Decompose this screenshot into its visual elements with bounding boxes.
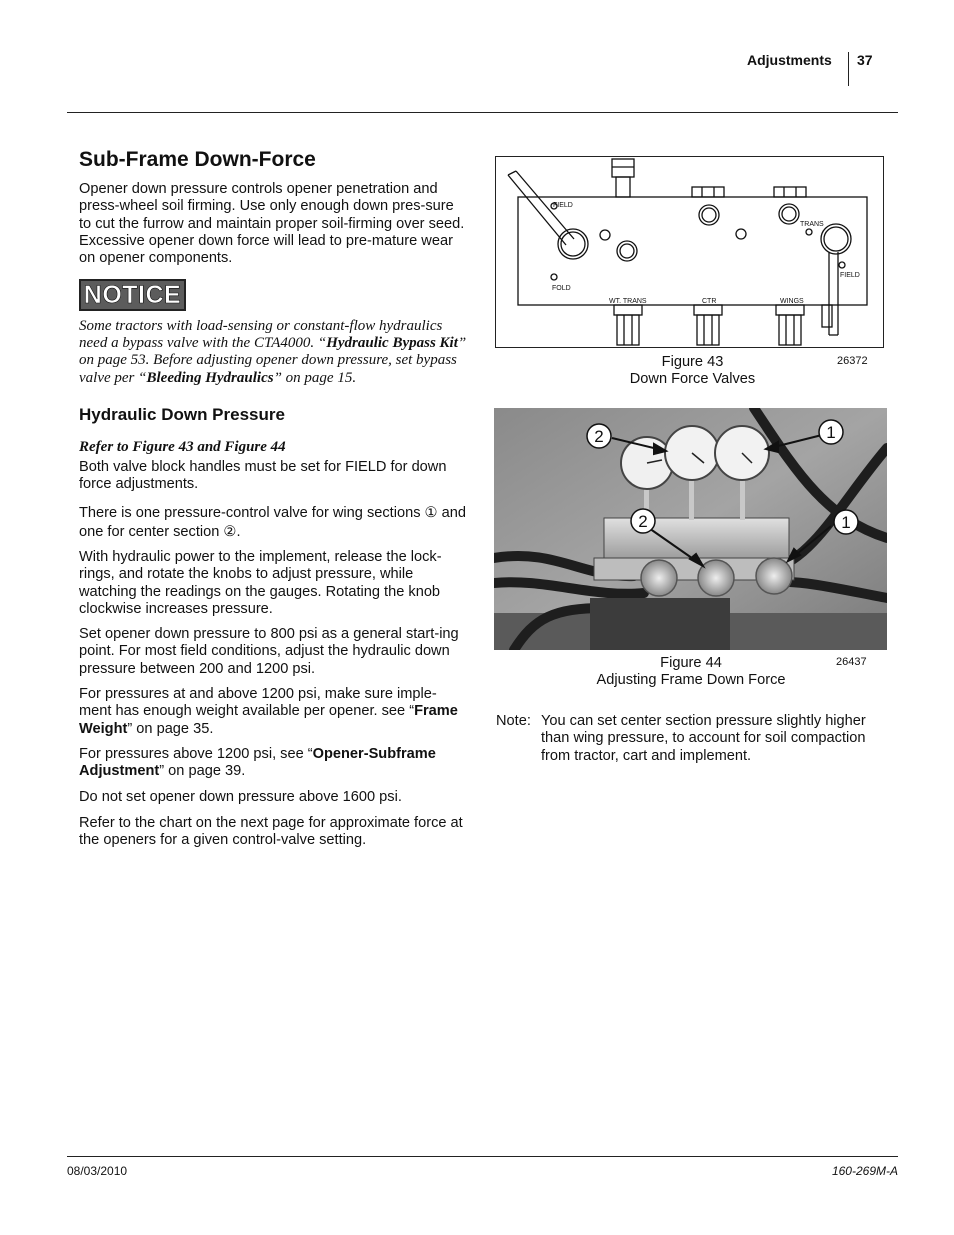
label-field-left: FIELD <box>553 202 573 209</box>
label-wings: WINGS <box>780 298 804 305</box>
paragraph-7: Do not set opener down pressure above 1600 psi. <box>79 789 402 805</box>
figure-44-caption: Adjusting Frame Down Force <box>596 672 786 688</box>
label-ctr: CTR <box>702 298 717 305</box>
notice-text-2: ” on page 53. Before adjusting opener down pressure, set bypass valve per “ <box>79 335 467 386</box>
page-title: Sub-Frame Down-Force <box>79 148 316 171</box>
intro-paragraph: Opener down pressure controls opener penetration and press-wheel soil firming. Use only enough down pres-sure to cut the furrow and maintain proper soil-firming over seed. Excessive opener down force will lead to pre-mature wear on opener components. <box>79 181 465 267</box>
label-fold: FOLD <box>552 285 571 292</box>
p5-text-2: ” on page 35. <box>127 720 214 737</box>
notice-label: NOTICE <box>83 280 182 309</box>
p6-text-1: For pressures above 1200 psi, see “ <box>79 746 313 762</box>
paragraph-8: Refer to the chart on the next page for approximate force at the openers for a given control-valve setting. <box>79 815 463 849</box>
page-number: 37 <box>857 52 873 68</box>
figure-43-part-number: 26372 <box>837 355 868 367</box>
callout-1-bottom: 1 <box>841 513 851 532</box>
notice-badge <box>79 279 186 311</box>
footer-document-number: 160-269M-A <box>831 1164 898 1178</box>
paragraph-6 <box>79 746 469 781</box>
notice-text-3: ” on page 15. <box>273 369 357 386</box>
label-trans: TRANS <box>800 221 824 228</box>
paragraph-4: Set opener down pressure to 800 psi as a general start-ing point. For most field conditions, adjust the hydraulic down pressure between 200 and 1200 psi. <box>79 626 459 677</box>
figure-44-photo <box>494 408 887 650</box>
paragraph-5 <box>79 686 469 738</box>
section-name: Adjustments <box>747 52 832 68</box>
valve-block-drawing <box>496 157 883 347</box>
note-text: You can set center section pressure slightly higher than wing pressure, to account for soil compaction from tractor, cart and implement. <box>541 713 866 764</box>
paragraph-1: Both valve block handles must be set for FIELD for down force adjustments. <box>79 459 447 493</box>
figure-44-number: Figure 44 <box>660 655 722 671</box>
figure-43-caption: Down Force Valves <box>629 371 756 387</box>
paragraph-2: There is one pressure-control valve for wing sections ① and one for center section ②. <box>79 505 467 540</box>
paragraph-3: With hydraulic power to the implement, release the lock-rings, and rotate the knobs to adjust pressure, while watching the readings on the gauges. Rotating the knob clockwise increases pressure. <box>79 549 442 617</box>
figure-43-number: Figure 43 <box>661 354 724 370</box>
label-field-right: FIELD <box>840 272 860 279</box>
p5-text-1: For pressures at and above 1200 psi, make sure imple-ment has enough weight available per opener. see “ <box>79 686 437 720</box>
link-frame-weight[interactable]: Frame Weight <box>79 703 458 737</box>
notice-text-1: Some tractors with load-sensing or constant-flow hydraulics need a bypass valve with the CTA4000. “ <box>79 318 443 352</box>
callout-2-bottom: 2 <box>638 512 648 531</box>
footer-rule <box>67 1156 898 1157</box>
gauge-photo <box>494 408 887 650</box>
header-rule <box>67 112 898 113</box>
notice-link-bleeding[interactable]: Bleeding Hydraulics <box>146 369 274 386</box>
footer-date: 08/03/2010 <box>67 1164 128 1178</box>
link-opener-subframe[interactable]: Opener-Subframe Adjustment <box>79 746 436 780</box>
callout-2-top: 2 <box>594 427 604 446</box>
notice-text <box>79 318 469 387</box>
figure-44-part-number: 26437 <box>836 656 867 668</box>
notice-link-bypass[interactable]: Hydraulic Bypass Kit <box>326 335 458 352</box>
label-wt-trans: WT. TRANS <box>609 298 647 305</box>
p6-text-2: ” on page 39. <box>159 763 246 780</box>
callout-1-top: 1 <box>826 423 836 442</box>
refer-line: Refer to Figure 43 and Figure 44 <box>79 439 286 455</box>
subsection-title: Hydraulic Down Pressure <box>79 405 285 424</box>
figure-43-image <box>495 156 884 348</box>
header-divider <box>848 52 849 86</box>
note-label: Note: <box>496 713 531 729</box>
